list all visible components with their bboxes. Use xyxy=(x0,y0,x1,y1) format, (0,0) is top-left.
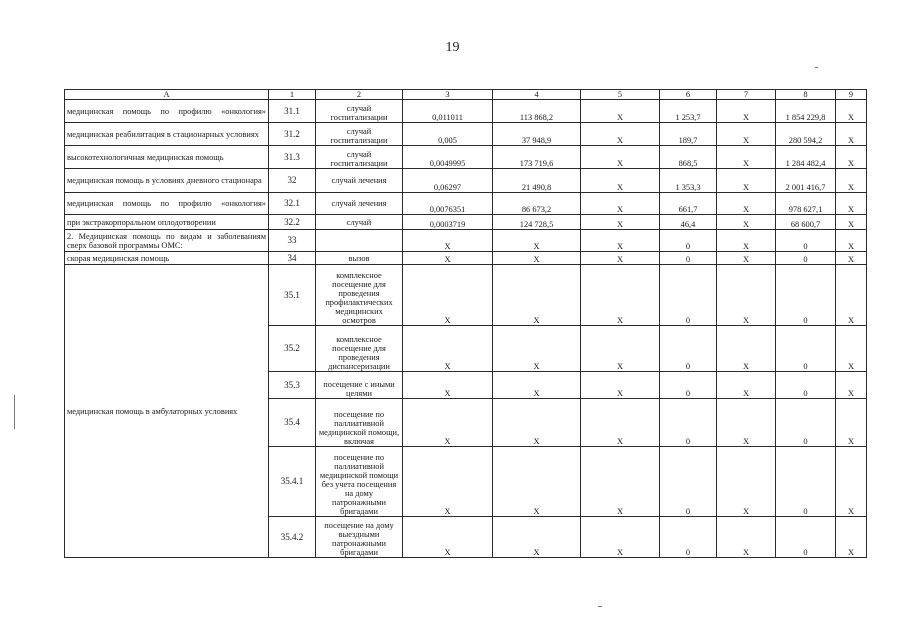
value-cell: 46,4 xyxy=(660,215,717,230)
value-cell: 124 728,5 xyxy=(493,215,581,230)
row-name: медицинская помощь по профилю «онкология» xyxy=(65,193,269,215)
value-cell: 280 594,2 xyxy=(776,123,836,146)
value-cell: Х xyxy=(717,447,776,517)
tariff-table xyxy=(64,89,867,558)
row-unit: случай госпитализации xyxy=(316,123,403,146)
table-row xyxy=(65,193,867,215)
value-cell: 0,005 xyxy=(403,123,493,146)
value-cell: Х xyxy=(581,326,660,372)
value-cell: Х xyxy=(493,372,581,399)
value-cell: 0 xyxy=(660,399,717,447)
value-cell: 0 xyxy=(660,517,717,558)
value-cell: Х xyxy=(581,399,660,447)
row-name: медицинская реабилитация в стационарных условиях xyxy=(65,123,269,146)
row-unit: комплексное посещение для проведения диспансеризации xyxy=(316,326,403,372)
value-cell: 0 xyxy=(776,326,836,372)
value-cell: 1 284 482,4 xyxy=(776,146,836,169)
row-name: медицинская помощь по профилю «онкология» xyxy=(65,100,269,123)
value-cell: Х xyxy=(836,146,867,169)
value-cell: 0,0003719 xyxy=(403,215,493,230)
value-cell: Х xyxy=(836,123,867,146)
row-name: при экстракорпоральном оплодотворении xyxy=(65,215,269,230)
value-cell: 0 xyxy=(660,326,717,372)
value-cell: 21 490,8 xyxy=(493,169,581,193)
value-cell: 661,7 xyxy=(660,193,717,215)
row-unit: посещение по паллиативной медицинской помощи без учета посещения на дому патронажными бригадами xyxy=(316,447,403,517)
header-cell: 2 xyxy=(316,90,403,100)
value-cell: Х xyxy=(403,326,493,372)
value-cell: Х xyxy=(581,123,660,146)
value-cell: Х xyxy=(581,100,660,123)
value-cell: 0 xyxy=(776,372,836,399)
header-cell: 4 xyxy=(493,90,581,100)
value-cell: Х xyxy=(581,169,660,193)
value-cell: Х xyxy=(836,399,867,447)
table-row xyxy=(65,123,867,146)
table-row xyxy=(65,265,867,326)
value-cell: Х xyxy=(403,399,493,447)
value-cell: 68 600,7 xyxy=(776,215,836,230)
value-cell: Х xyxy=(581,193,660,215)
row-unit: случай госпитализации xyxy=(316,146,403,169)
row-unit xyxy=(316,230,403,252)
row-number: 35.2 xyxy=(269,326,316,372)
value-cell: 1 253,7 xyxy=(660,100,717,123)
value-cell: Х xyxy=(717,193,776,215)
page-number: 19 xyxy=(445,40,460,55)
header-cell: 9 xyxy=(836,90,867,100)
row-name: высокотехнологичная медицинская помощь xyxy=(65,146,269,169)
value-cell: 113 868,2 xyxy=(493,100,581,123)
value-cell: 1 353,3 xyxy=(660,169,717,193)
row-number: 33 xyxy=(269,230,316,252)
value-cell: 0 xyxy=(660,265,717,326)
value-cell: Х xyxy=(493,326,581,372)
value-cell: Х xyxy=(581,230,660,252)
row-number: 35.1 xyxy=(269,265,316,326)
header-cell: 6 xyxy=(660,90,717,100)
scan-mark xyxy=(815,67,818,68)
table-row xyxy=(65,146,867,169)
value-cell: 0,011011 xyxy=(403,100,493,123)
table-row xyxy=(65,230,867,252)
value-cell: Х xyxy=(836,193,867,215)
value-cell: 978 627,1 xyxy=(776,193,836,215)
value-cell: Х xyxy=(836,100,867,123)
value-cell: 0 xyxy=(776,230,836,252)
value-cell: Х xyxy=(836,326,867,372)
row-unit: случай xyxy=(316,215,403,230)
value-cell: Х xyxy=(403,230,493,252)
value-cell: 37 948,9 xyxy=(493,123,581,146)
value-cell: 0 xyxy=(776,517,836,558)
row-unit: посещение с иными целями xyxy=(316,372,403,399)
row-unit: комплексное посещение для проведения профилактических медицинских осмотров xyxy=(316,265,403,326)
row-unit: случай госпитализации xyxy=(316,100,403,123)
table-row xyxy=(65,215,867,230)
row-name: медицинская помощь в условиях дневного стационара xyxy=(65,169,269,193)
row-number: 31.2 xyxy=(269,123,316,146)
value-cell: Х xyxy=(836,215,867,230)
value-cell: Х xyxy=(836,265,867,326)
value-cell: Х xyxy=(581,146,660,169)
value-cell: 2 001 416,7 xyxy=(776,169,836,193)
value-cell: Х xyxy=(836,252,867,265)
row-name: скорая медицинская помощь xyxy=(65,252,269,265)
header-cell: 8 xyxy=(776,90,836,100)
row-unit: вызов xyxy=(316,252,403,265)
row-number: 32.2 xyxy=(269,215,316,230)
header-row xyxy=(65,90,867,100)
value-cell: Х xyxy=(717,146,776,169)
value-cell: Х xyxy=(403,517,493,558)
header-cell: 1 xyxy=(269,90,316,100)
table-row xyxy=(65,169,867,193)
table-row xyxy=(65,252,867,265)
value-cell: Х xyxy=(403,252,493,265)
value-cell: Х xyxy=(717,252,776,265)
value-cell: Х xyxy=(581,517,660,558)
value-cell: Х xyxy=(717,517,776,558)
row-unit: случай лечения xyxy=(316,169,403,193)
value-cell: Х xyxy=(836,372,867,399)
value-cell: 0 xyxy=(660,252,717,265)
value-cell: Х xyxy=(717,399,776,447)
value-cell: Х xyxy=(717,123,776,146)
value-cell: Х xyxy=(717,215,776,230)
row-unit: случай лечения xyxy=(316,193,403,215)
value-cell: Х xyxy=(403,447,493,517)
value-cell: 86 673,2 xyxy=(493,193,581,215)
row-unit: посещение по паллиативной медицинской помощи, включая xyxy=(316,399,403,447)
row-number: 31.3 xyxy=(269,146,316,169)
value-cell: Х xyxy=(493,447,581,517)
value-cell: Х xyxy=(836,517,867,558)
value-cell: Х xyxy=(836,169,867,193)
value-cell: 173 719,6 xyxy=(493,146,581,169)
row-number: 34 xyxy=(269,252,316,265)
value-cell: 0 xyxy=(776,447,836,517)
row-number: 35.4.1 xyxy=(269,447,316,517)
row-number: 32.1 xyxy=(269,193,316,215)
value-cell: Х xyxy=(581,372,660,399)
ambulatory-name: медицинская помощь в амбулаторных условиях xyxy=(65,265,269,558)
value-cell: Х xyxy=(717,230,776,252)
value-cell: 189,7 xyxy=(660,123,717,146)
value-cell: Х xyxy=(493,230,581,252)
value-cell: 0 xyxy=(660,230,717,252)
value-cell: Х xyxy=(836,230,867,252)
value-cell: 0,0049995 xyxy=(403,146,493,169)
row-number: 35.3 xyxy=(269,372,316,399)
value-cell: Х xyxy=(581,252,660,265)
value-cell: Х xyxy=(403,372,493,399)
value-cell: Х xyxy=(717,100,776,123)
row-unit: посещение на дому выездными патронажными бригадами xyxy=(316,517,403,558)
value-cell: Х xyxy=(581,265,660,326)
value-cell: Х xyxy=(836,447,867,517)
value-cell: Х xyxy=(717,372,776,399)
value-cell: 1 854 229,8 xyxy=(776,100,836,123)
value-cell: 0 xyxy=(660,372,717,399)
value-cell: 0,06297 xyxy=(403,169,493,193)
row-number: 35.4 xyxy=(269,399,316,447)
header-cell: 7 xyxy=(717,90,776,100)
row-number: 31.1 xyxy=(269,100,316,123)
value-cell: 0,0076351 xyxy=(403,193,493,215)
row-number: 35.4.2 xyxy=(269,517,316,558)
value-cell: 0 xyxy=(776,399,836,447)
value-cell: 0 xyxy=(776,252,836,265)
table-row xyxy=(65,100,867,123)
header-cell: 3 xyxy=(403,90,493,100)
scan-mark xyxy=(14,395,15,429)
value-cell: Х xyxy=(581,447,660,517)
value-cell: Х xyxy=(717,326,776,372)
value-cell: 0 xyxy=(660,447,717,517)
value-cell: Х xyxy=(717,169,776,193)
value-cell: Х xyxy=(493,399,581,447)
value-cell: Х xyxy=(581,215,660,230)
value-cell: Х xyxy=(493,252,581,265)
header-cell: 5 xyxy=(581,90,660,100)
value-cell: Х xyxy=(717,265,776,326)
scan-mark xyxy=(598,606,602,607)
row-name: 2. Медицинская помощь по видам и заболеваниям сверх базовой программы ОМС: xyxy=(65,230,269,252)
value-cell: 0 xyxy=(776,265,836,326)
value-cell: Х xyxy=(493,517,581,558)
value-cell: Х xyxy=(403,265,493,326)
value-cell: Х xyxy=(493,265,581,326)
row-number: 32 xyxy=(269,169,316,193)
value-cell: 868,5 xyxy=(660,146,717,169)
header-cell: А xyxy=(65,90,269,100)
